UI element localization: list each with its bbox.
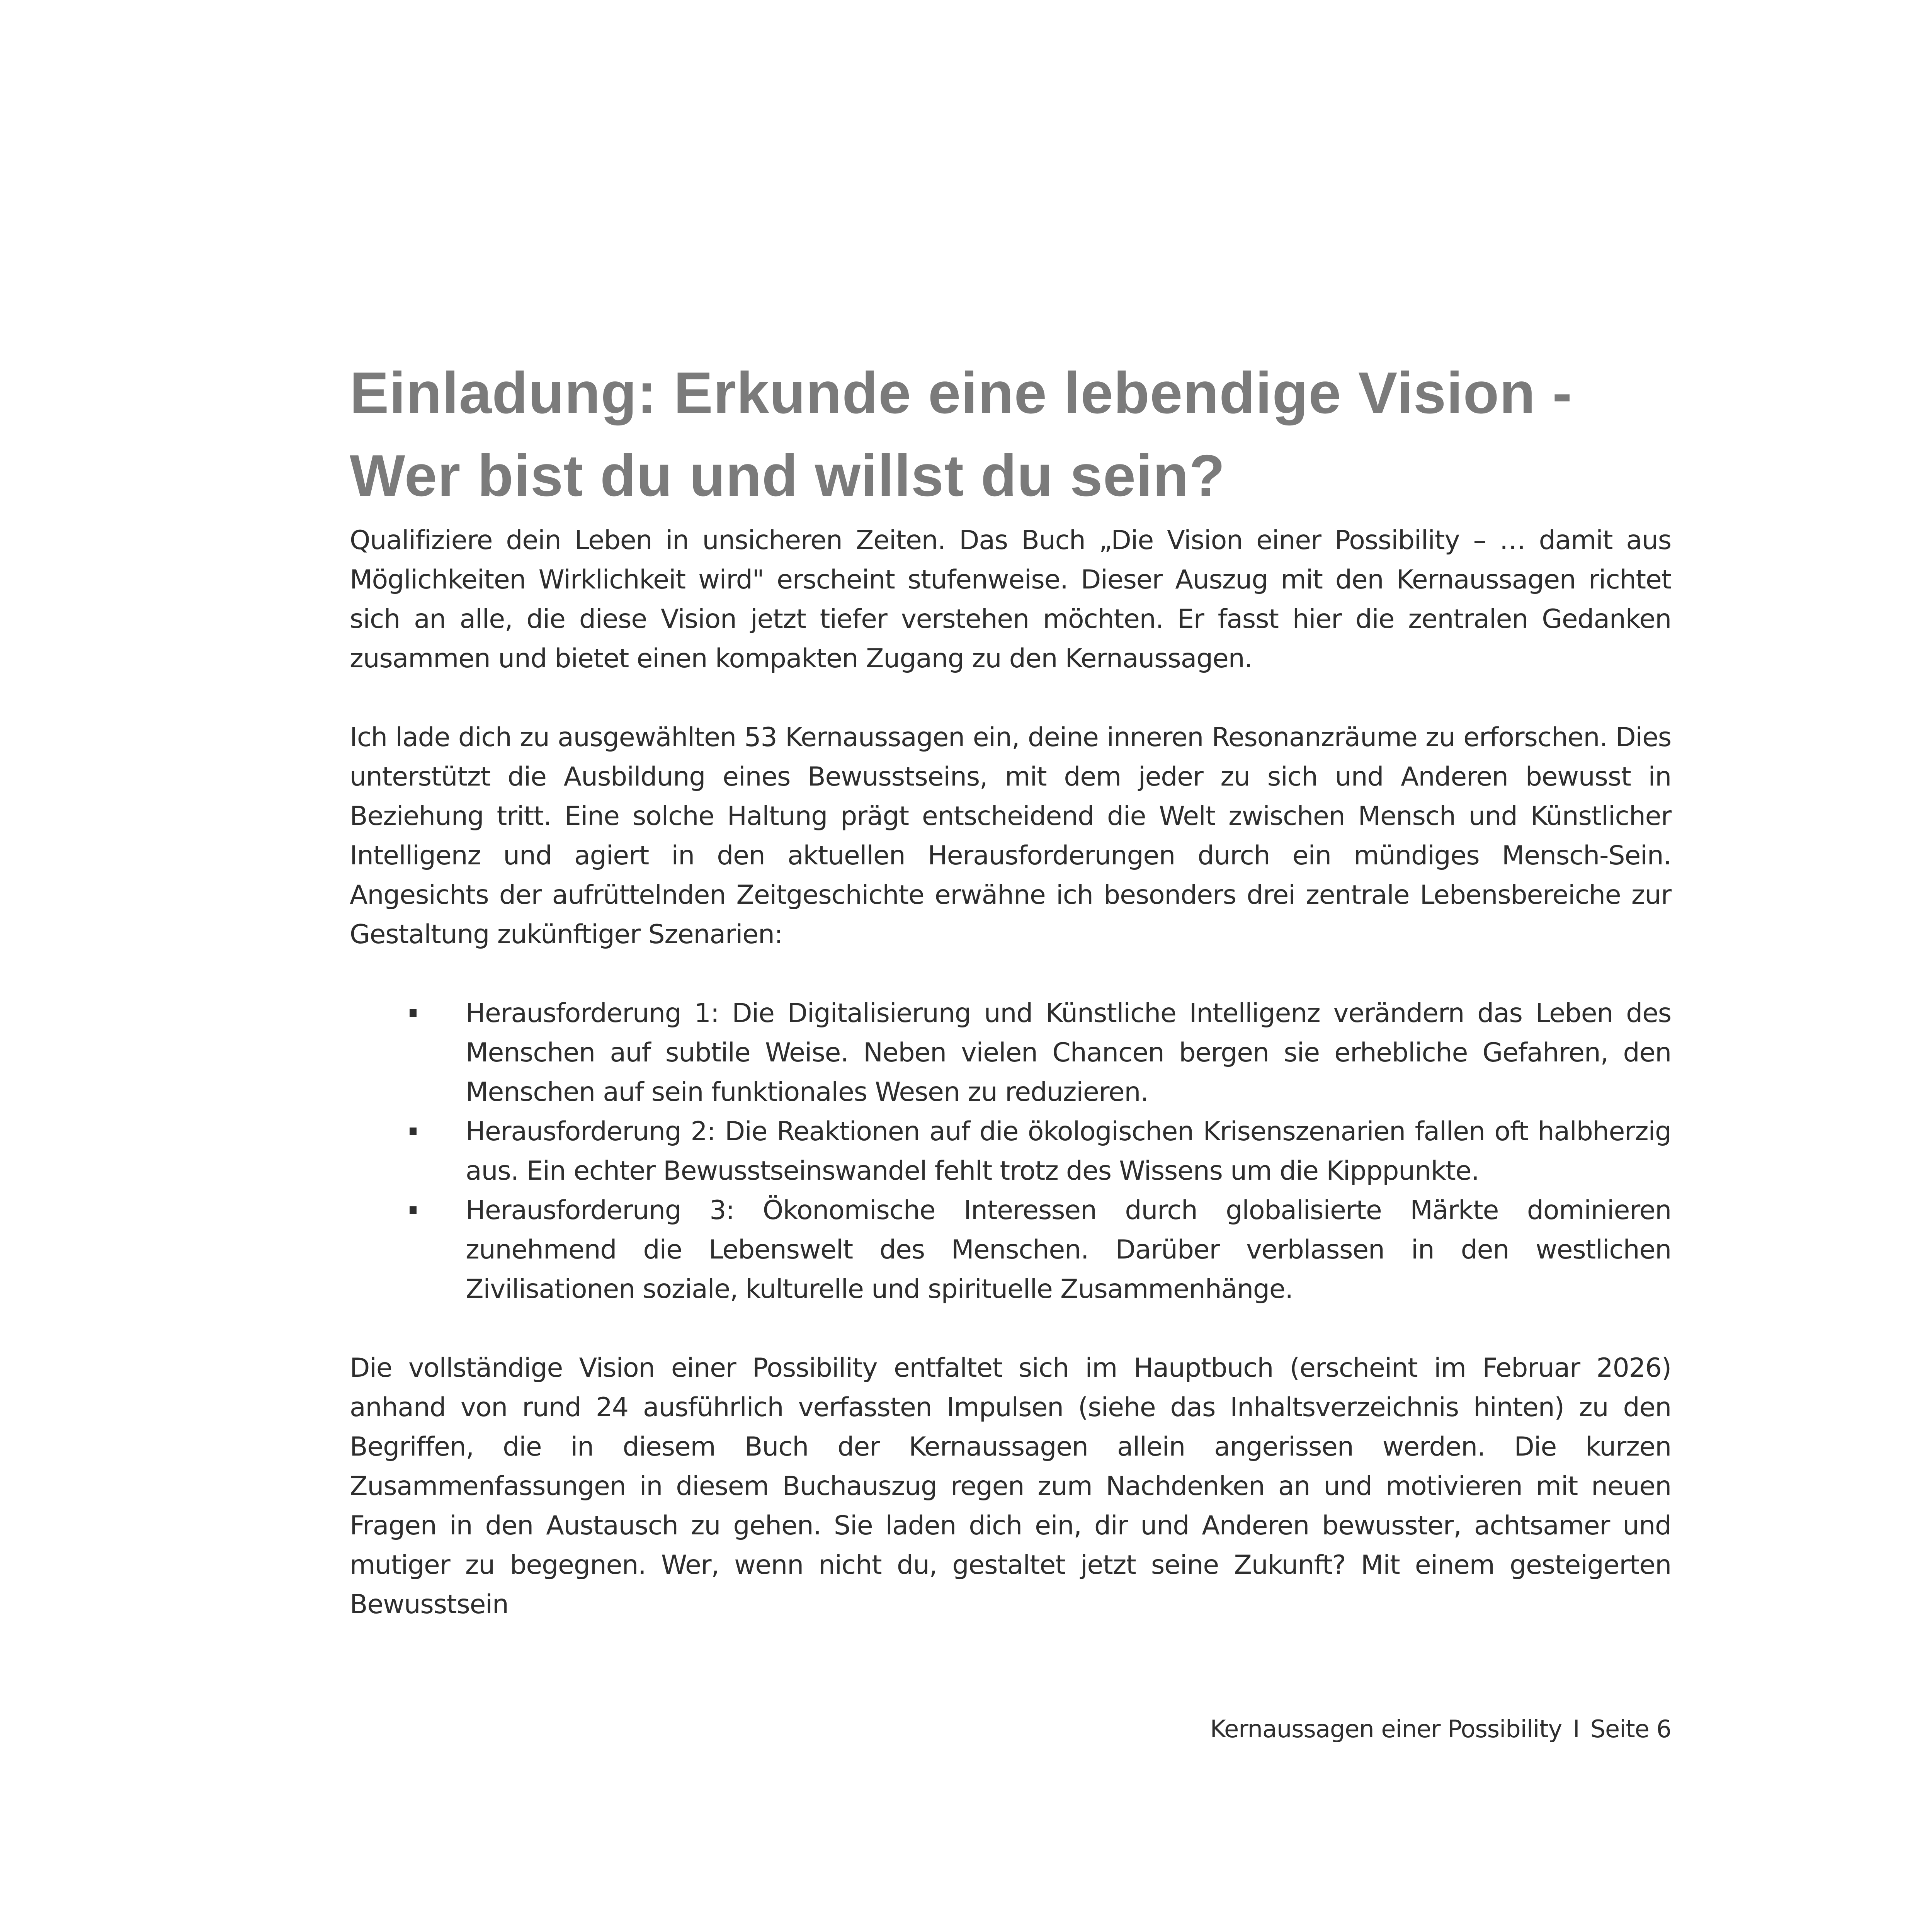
footer-separator: I [1573,1715,1580,1743]
challenges-list [350,994,1671,1309]
intro-paragraph: Qualifiziere dein Leben in unsicheren Zeiten. Das Buch „Die Vision einer Possibility – … damit aus Möglichkeiten Wirklichkeit wird" erscheint stufenweise. Dieser Auszug mit den Kernaussagen richtet sich an alle, die diese Vision jetzt tiefer verstehen möchten. Er fasst hier die zentralen Gedanken zusammen und bietet einen kompakten Zugang zu den Kernaussagen. [350,525,1671,674]
challenge-3-text: Herausforderung 3: Ökonomische Interessen durch globalisierte Märkte dominieren zunehmend die Lebenswelt des Menschen. Darüber verblassen in den westlichen Zivilisationen soziale, kulturelle und spirituelle Zusammenhänge. [466,1195,1671,1304]
square-bullet-icon [410,1128,417,1135]
page-title [350,352,1671,517]
invitation-paragraph: Ich lade dich zu ausgewählten 53 Kernaussagen ein, deine inneren Resonanzräume zu erforschen. Dies unterstützt die Ausbildung eines Bewusstseins, mit dem jeder zu sich und Anderen bewusst in Beziehung tritt. Eine solche Haltung prägt entscheidend die Welt zwischen Mensch und Künstlicher Intelligenz und agiert in den aktuellen Herausforderungen durch ein mündiges Mensch-Sein. Angesichts der aufrüttelnden Zeitgeschichte erwähne ich besonders drei zentrale Lebensbereiche zur Gestaltung zukünftiger Szenarien: [350,722,1671,950]
list-item [350,994,1671,1112]
page-content [350,352,1671,1624]
list-item [350,1112,1671,1191]
footer-book-title: Kernaussagen einer Possibility [1210,1715,1562,1743]
page-footer [1043,1712,1671,1747]
challenge-2-text: Herausforderung 2: Die Reaktionen auf die ökologischen Krisenszenarien fallen oft halbherzig aus. Ein echter Bewusstseinswandel fehlt trotz des Wissens um die Kipppunkte. [466,1116,1671,1186]
footer-page-label: Seite [1590,1715,1649,1743]
square-bullet-icon [410,1009,417,1017]
title-line-1: Einladung: Erkunde eine lebendige Vision - [350,360,1573,426]
list-item [350,1191,1671,1309]
challenge-1-text: Herausforderung 1: Die Digitalisierung und Künstliche Intelligenz verändern das Leben des Menschen auf subtile Weise. Neben vielen Chancen bergen sie erhebliche Gefahren, den Menschen auf sein funktionales Wesen zu reduzieren. [466,998,1671,1107]
footer-page-number: 6 [1656,1715,1671,1743]
title-line-2: Wer bist du und willst du sein? [350,443,1226,509]
square-bullet-icon [410,1206,417,1214]
closing-paragraph: Die vollständige Vision einer Possibility entfaltet sich im Hauptbuch (erscheint im Februar 2026) anhand von rund 24 ausführlich verfassten Impulsen (siehe das Inhaltsverzeichnis hinten) zu den Begriffen, die in diesem Buch der Kernaussagen allein angerissen werden. Die kurzen Zusammenfassungen in diesem Buchauszug regen zum Nachdenken an und motivieren mit neuen Fragen in den Austausch zu gehen. Sie laden dich ein, dir und Anderen bewusster, achtsamer und mutiger zu begegnen. Wer, wenn nicht du, gestaltet jetzt seine Zukunft? Mit einem gesteigerten Bewusstsein [350,1353,1671,1620]
